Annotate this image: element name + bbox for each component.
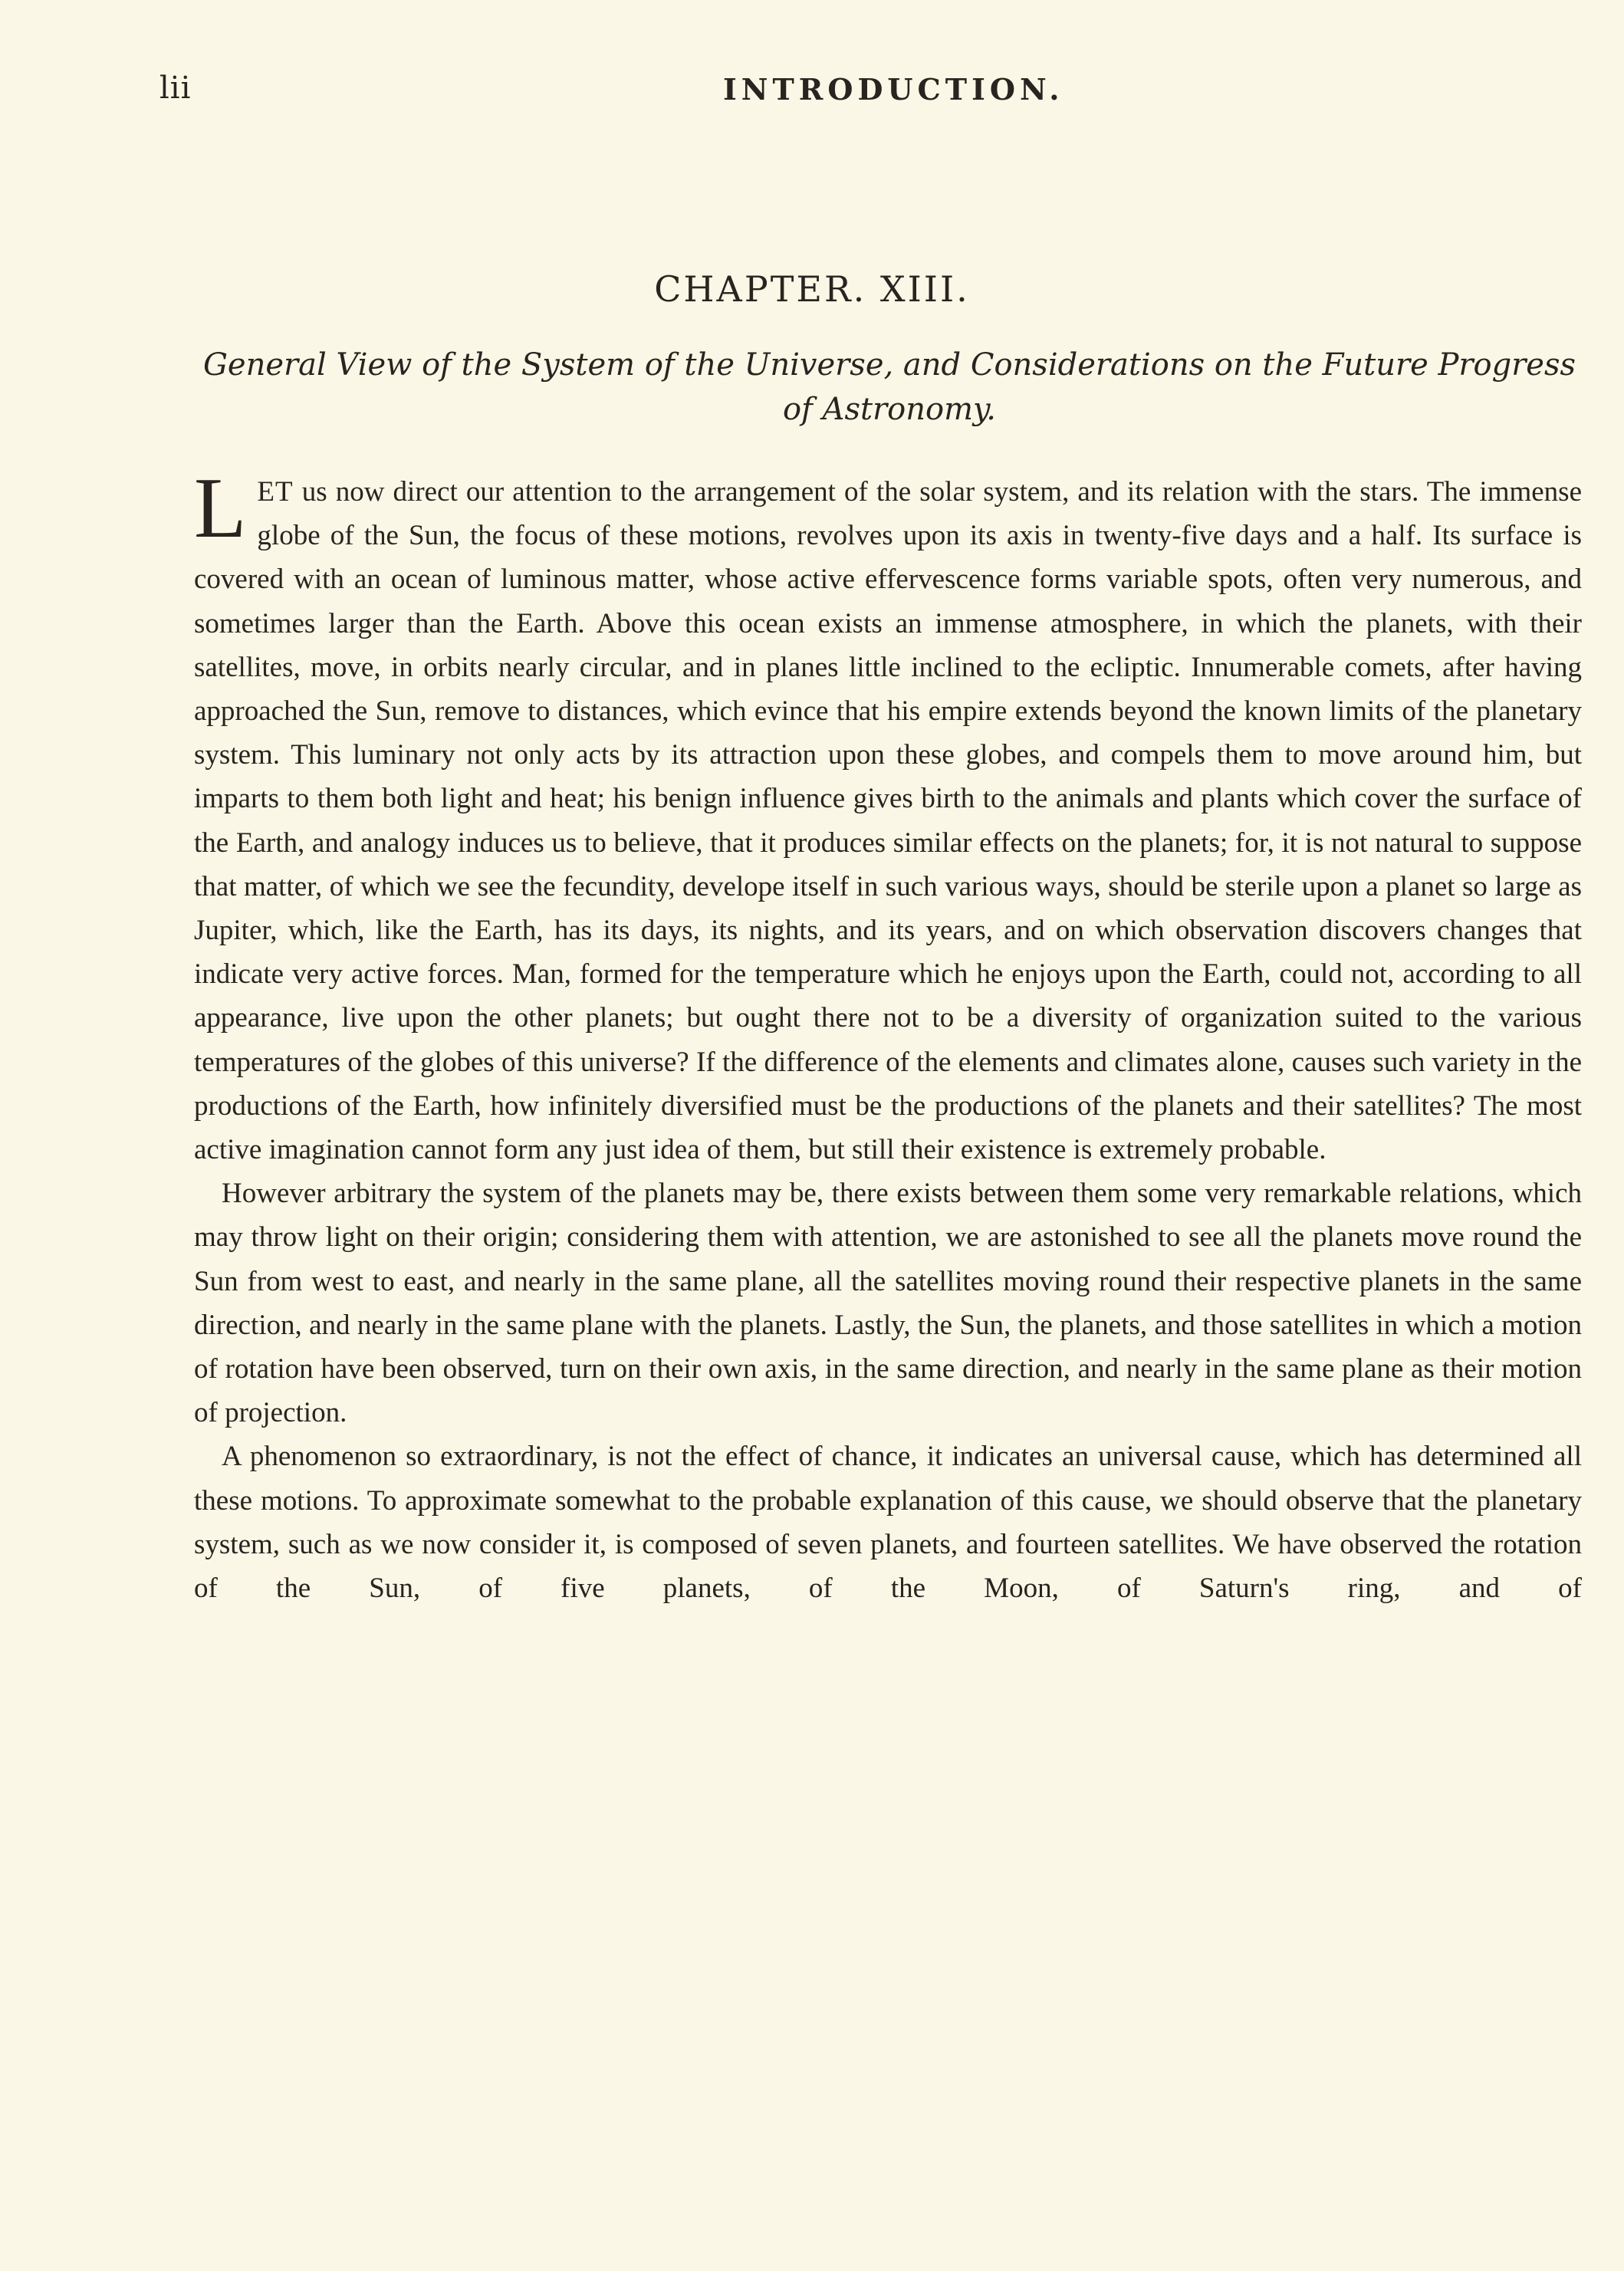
paragraph-3: A phenomenon so extraordinary, is not the effect of chance, it indicates an universal cause, which has determined all these motions. To approximate somewhat to the probable explanation of this cause, we should observe that the planetary system, such as we now consider it, is composed of seven planets, and fourteen satellites. We have observed the rotation of the Sun, of five planets, of the Moon, of Saturn's ring, and of — [194, 1441, 1582, 1605]
running-head — [159, 71, 1616, 117]
chapter-title: CHAPTER. XIII. — [654, 268, 970, 310]
paragraph-2: However arbitrary the system of the planets may be, there exists between them some very remarkable relations, which may throw light on their origin; considering them with attention, we are astonished to see all the planets move round the Sun from west to east, and nearly in the same plane, all the satellites moving round their respective planets in the same direction, and nearly in the same plane with the planets. Lastly, the Sun, the planets, and those satellites in which a motion of rotation have been observed, turn on their own axis, in the same direction, and nearly in the same plane as their motion of projection. — [194, 1178, 1582, 1429]
page-number: lii — [159, 71, 192, 106]
paragraph-1-text: us now direct our attention to the arrangement of the solar system, and its relation with the stars. The immense globe of the Sun, the focus of these motions, revolves upon its axis in twenty-five days and a half. Its surface is covered with an ocean of luminous matter, whose active effervescence forms variable spots, often very numerous, and sometimes larger than the Earth. Above this ocean exists an immense atmosphere, in which the planets, with their satellites, move, in orbits nearly circular, and in planes little inclined to the ecliptic. Innumerable comets, after having approached the Sun, remove to distances, which evince that his empire extends beyond the known limits of the planetary system. This luminary not only acts by its attraction upon these globes, and compels them to move around him, but imparts to them both light and heat; his benign influence gives birth to the animals and plants which cover the surface of the Earth, and analogy induces us to believe, that it produces similar effects on the planets; for, it is not natural to suppose that matter, of which we see the fecundity, develope itself in such various ways, should be sterile upon a planet so large as Jupiter, which, like the Earth, has its days, its nights, and its years, and on which observation discovers changes that indicate very active forces. Man, formed for the temperature which he enjoys upon the Earth, could not, according to all appearance, live upon the other planets; but ought there not to be a diversity of organization suited to the various temperatures of the globes of this universe? If the difference of the elements and climates alone, causes such variety in the productions of the Earth, how infinitely diversified must be the productions of the planets and their satellites? The most active imagination cannot form any just idea of them, but still their existence is extremely probable. — [194, 476, 1582, 1166]
drop-cap: L — [194, 461, 247, 556]
body-text — [194, 461, 1582, 1610]
paragraph-1-lead: ET — [257, 476, 294, 508]
paragraph-1 — [194, 461, 1582, 1172]
chapter-subtitle: General View of the System of the Universe, and Considerations on the Future Progress of Astronomy. — [202, 347, 1576, 427]
running-head-title: INTRODUCTION. — [723, 72, 1064, 107]
